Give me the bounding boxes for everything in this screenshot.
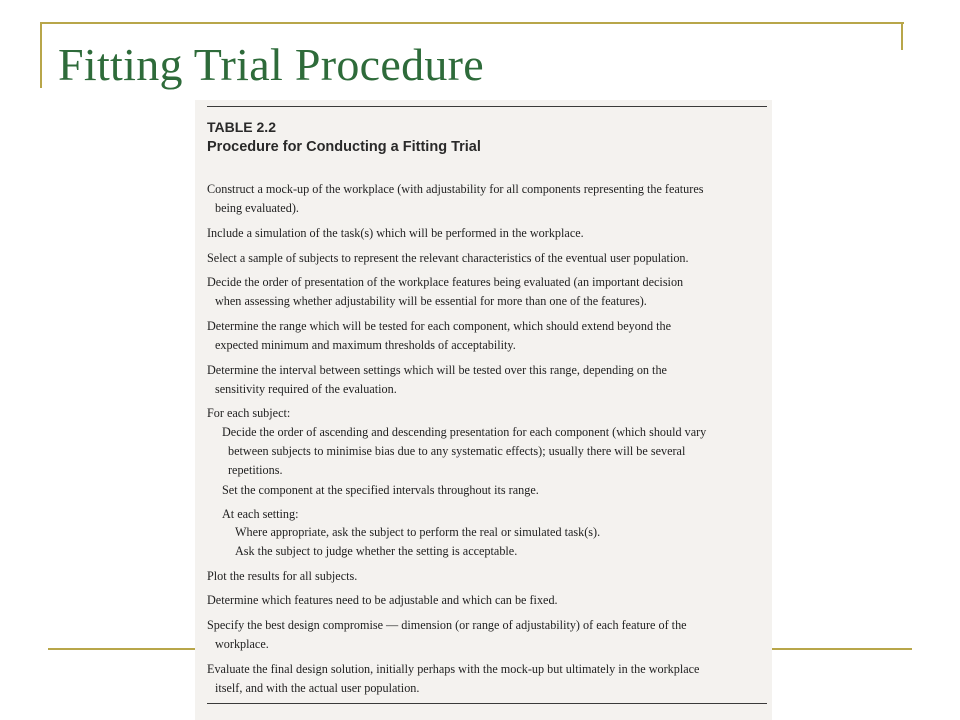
procedure-line: For each subject: xyxy=(207,406,291,420)
procedure-line: Include a simulation of the task(s) which will be performed in the workplace. xyxy=(207,226,584,240)
procedure-line: itself, and with the actual user population. xyxy=(215,681,420,695)
procedure-line: Evaluate the final design solution, initially perhaps with the mock-up but ultimately in the workplace xyxy=(207,662,700,676)
table-top-rule xyxy=(207,106,767,107)
frame-left-rule xyxy=(40,22,42,88)
scanned-table-image xyxy=(195,100,772,720)
procedure-line: Determine which features need to be adjustable and which can be fixed. xyxy=(207,593,558,607)
slide-title: Fitting Trial Procedure xyxy=(58,39,485,90)
procedure-line: when assessing whether adjustability will be essential for more than one of the features). xyxy=(215,294,647,308)
procedure-line: Select a sample of subjects to represent the relevant characteristics of the eventual user population. xyxy=(207,251,689,265)
procedure-line: Decide the order of presentation of the workplace features being evaluated (an important decision xyxy=(207,275,684,289)
table-number: TABLE 2.2 xyxy=(207,119,276,135)
procedure-line: Ask the subject to judge whether the setting is acceptable. xyxy=(235,544,518,558)
procedure-line: Decide the order of ascending and descending presentation for each component (which should vary xyxy=(222,425,707,439)
procedure-line: Specify the best design compromise — dimension (or range of adjustability) of each feature of the xyxy=(207,618,687,632)
procedure-line: Where appropriate, ask the subject to perform the real or simulated task(s). xyxy=(235,525,601,539)
frame-bottom-left-rule xyxy=(48,648,196,650)
frame-bottom-right-rule xyxy=(772,648,912,650)
procedure-line: workplace. xyxy=(215,637,269,651)
frame-corner-tick xyxy=(901,22,903,50)
procedure-line: repetitions. xyxy=(228,463,283,477)
table-bottom-rule xyxy=(207,703,767,704)
procedure-line: At each setting: xyxy=(222,507,299,521)
procedure-line: Plot the results for all subjects. xyxy=(207,569,358,583)
procedure-line: between subjects to minimise bias due to any systematic effects); usually there will be several xyxy=(228,444,686,458)
procedure-line: Set the component at the specified intervals throughout its range. xyxy=(222,483,539,497)
procedure-line: Determine the range which will be tested for each component, which should extend beyond the xyxy=(207,319,671,333)
procedure-line: Construct a mock-up of the workplace (with adjustability for all components representing the features xyxy=(207,182,704,196)
table-caption: Procedure for Conducting a Fitting Trial xyxy=(207,139,481,155)
frame-top-rule xyxy=(40,22,904,24)
procedure-line: Determine the interval between settings which will be tested over this range, depending on the xyxy=(207,363,667,377)
procedure-line: being evaluated). xyxy=(215,201,299,215)
procedure-line: sensitivity required of the evaluation. xyxy=(215,382,397,396)
procedure-line: expected minimum and maximum thresholds of acceptability. xyxy=(215,338,516,352)
